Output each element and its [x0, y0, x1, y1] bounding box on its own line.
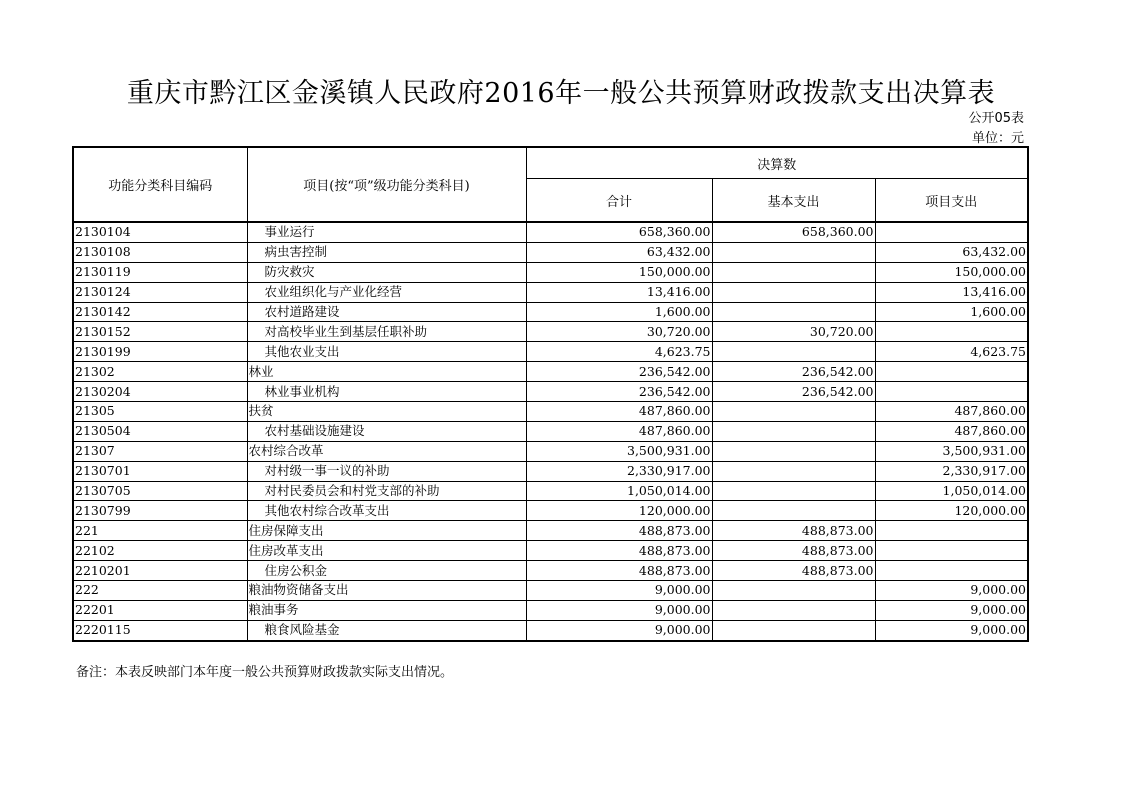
header-code: 功能分类科目编码: [73, 147, 247, 222]
row-item-name: 粮食风险基金: [247, 620, 526, 640]
row-total: 9,000.00: [526, 620, 712, 640]
table-row: [73, 461, 1028, 481]
row-basic: [712, 481, 875, 501]
row-code: 2130199: [73, 342, 247, 362]
row-project: 9,000.00: [875, 620, 1028, 640]
row-total: 487,860.00: [526, 402, 712, 422]
row-code: 22201: [73, 600, 247, 620]
row-project: 9,000.00: [875, 581, 1028, 601]
row-code: 2130142: [73, 302, 247, 322]
row-total: 2,330,917.00: [526, 461, 712, 481]
header-total: 合计: [526, 179, 712, 223]
row-item-name: 农村基础设施建设: [247, 421, 526, 441]
table-row: [73, 581, 1028, 601]
row-project: [875, 222, 1028, 242]
row-project: 120,000.00: [875, 501, 1028, 521]
row-basic: [712, 461, 875, 481]
table-row: [73, 262, 1028, 282]
row-basic: [712, 620, 875, 640]
row-basic: [712, 421, 875, 441]
row-item-name: 其他农业支出: [247, 342, 526, 362]
row-total: 488,873.00: [526, 541, 712, 561]
table-row: [73, 282, 1028, 302]
row-code: 2130799: [73, 501, 247, 521]
row-item-name: 扶贫: [247, 402, 526, 422]
table-row: [73, 561, 1028, 581]
row-code: 222: [73, 581, 247, 601]
row-code: 21305: [73, 402, 247, 422]
row-item-name: 对村级一事一议的补助: [247, 461, 526, 481]
row-item-name: 住房保障支出: [247, 521, 526, 541]
row-code: 2130104: [73, 222, 247, 242]
row-code: 2130108: [73, 242, 247, 262]
row-item-name: 其他农村综合改革支出: [247, 501, 526, 521]
row-total: 1,600.00: [526, 302, 712, 322]
row-basic: 30,720.00: [712, 322, 875, 342]
row-item-name: 粮油事务: [247, 600, 526, 620]
row-project: 63,432.00: [875, 242, 1028, 262]
row-item-name: 事业运行: [247, 222, 526, 242]
header-final: 决算数: [526, 147, 1028, 179]
footnote: 备注：本表反映部门本年度一般公共预算财政拨款实际支出情况。: [76, 665, 454, 680]
row-total: 3,500,931.00: [526, 441, 712, 461]
row-item-name: 林业: [247, 362, 526, 382]
row-total: 150,000.00: [526, 262, 712, 282]
row-basic: [712, 501, 875, 521]
table-row: [73, 521, 1028, 541]
row-total: 30,720.00: [526, 322, 712, 342]
header-item: 项目(按“项”级功能分类科目): [247, 147, 526, 222]
table-row: [73, 382, 1028, 402]
row-project: [875, 521, 1028, 541]
row-basic: 236,542.00: [712, 362, 875, 382]
row-code: 22102: [73, 541, 247, 561]
row-item-name: 农村综合改革: [247, 441, 526, 461]
page-title: 重庆市黔江区金溪镇人民政府2016年一般公共预算财政拨款支出决算表: [126, 78, 996, 109]
row-basic: [712, 302, 875, 322]
row-project: 1,050,014.00: [875, 481, 1028, 501]
row-item-name: 住房公积金: [247, 561, 526, 581]
row-total: 63,432.00: [526, 242, 712, 262]
row-code: 2130701: [73, 461, 247, 481]
table-row: [73, 600, 1028, 620]
table-body: [73, 222, 1028, 641]
header-basic: 基本支出: [712, 179, 875, 223]
row-basic: [712, 600, 875, 620]
row-item-name: 病虫害控制: [247, 242, 526, 262]
row-basic: 488,873.00: [712, 521, 875, 541]
row-code: 2130204: [73, 382, 247, 402]
row-project: [875, 322, 1028, 342]
row-code: 2210201: [73, 561, 247, 581]
row-code: 2130504: [73, 421, 247, 441]
unit-label: 单位：元: [971, 131, 1024, 146]
table-header: [73, 147, 1028, 222]
table-row: [73, 322, 1028, 342]
row-code: 21302: [73, 362, 247, 382]
row-code: 2220115: [73, 620, 247, 640]
row-code: 221: [73, 521, 247, 541]
header-project: 项目支出: [875, 179, 1028, 223]
row-total: 488,873.00: [526, 561, 712, 581]
row-basic: [712, 282, 875, 302]
row-project: [875, 382, 1028, 402]
row-total: 9,000.00: [526, 581, 712, 601]
row-item-name: 农业组织化与产业化经营: [247, 282, 526, 302]
row-project: [875, 362, 1028, 382]
row-total: 9,000.00: [526, 600, 712, 620]
table-row: [73, 501, 1028, 521]
row-project: 150,000.00: [875, 262, 1028, 282]
row-basic: [712, 581, 875, 601]
row-item-name: 对高校毕业生到基层任职补助: [247, 322, 526, 342]
form-number: 公开05表: [968, 111, 1024, 126]
row-project: 2,330,917.00: [875, 461, 1028, 481]
row-basic: 658,360.00: [712, 222, 875, 242]
table-row: [73, 402, 1028, 422]
row-total: 1,050,014.00: [526, 481, 712, 501]
table-row: [73, 242, 1028, 262]
row-code: 2130124: [73, 282, 247, 302]
row-basic: [712, 242, 875, 262]
row-code: 2130152: [73, 322, 247, 342]
table-row: [73, 481, 1028, 501]
table-row: [73, 421, 1028, 441]
row-basic: [712, 262, 875, 282]
row-project: 13,416.00: [875, 282, 1028, 302]
row-project: 3,500,931.00: [875, 441, 1028, 461]
expenditure-table: [72, 146, 1029, 642]
row-item-name: 住房改革支出: [247, 541, 526, 561]
row-project: [875, 541, 1028, 561]
row-project: 4,623.75: [875, 342, 1028, 362]
row-project: 487,860.00: [875, 421, 1028, 441]
table-row: [73, 441, 1028, 461]
row-item-name: 林业事业机构: [247, 382, 526, 402]
row-total: 236,542.00: [526, 362, 712, 382]
row-project: 9,000.00: [875, 600, 1028, 620]
row-basic: 488,873.00: [712, 561, 875, 581]
row-basic: [712, 441, 875, 461]
row-code: 21307: [73, 441, 247, 461]
row-project: 1,600.00: [875, 302, 1028, 322]
table-row: [73, 342, 1028, 362]
table-row: [73, 222, 1028, 242]
row-total: 488,873.00: [526, 521, 712, 541]
row-total: 13,416.00: [526, 282, 712, 302]
row-basic: [712, 342, 875, 362]
row-total: 4,623.75: [526, 342, 712, 362]
row-total: 487,860.00: [526, 421, 712, 441]
table-row: [73, 362, 1028, 382]
row-total: 120,000.00: [526, 501, 712, 521]
row-item-name: 防灾救灾: [247, 262, 526, 282]
table-row: [73, 302, 1028, 322]
row-code: 2130705: [73, 481, 247, 501]
row-total: 658,360.00: [526, 222, 712, 242]
row-item-name: 粮油物资储备支出: [247, 581, 526, 601]
row-code: 2130119: [73, 262, 247, 282]
table-row: [73, 541, 1028, 561]
row-project: 487,860.00: [875, 402, 1028, 422]
table-row: [73, 620, 1028, 640]
row-basic: 488,873.00: [712, 541, 875, 561]
row-project: [875, 561, 1028, 581]
row-basic: 236,542.00: [712, 382, 875, 402]
row-total: 236,542.00: [526, 382, 712, 402]
row-item-name: 对村民委员会和村党支部的补助: [247, 481, 526, 501]
row-item-name: 农村道路建设: [247, 302, 526, 322]
row-basic: [712, 402, 875, 422]
